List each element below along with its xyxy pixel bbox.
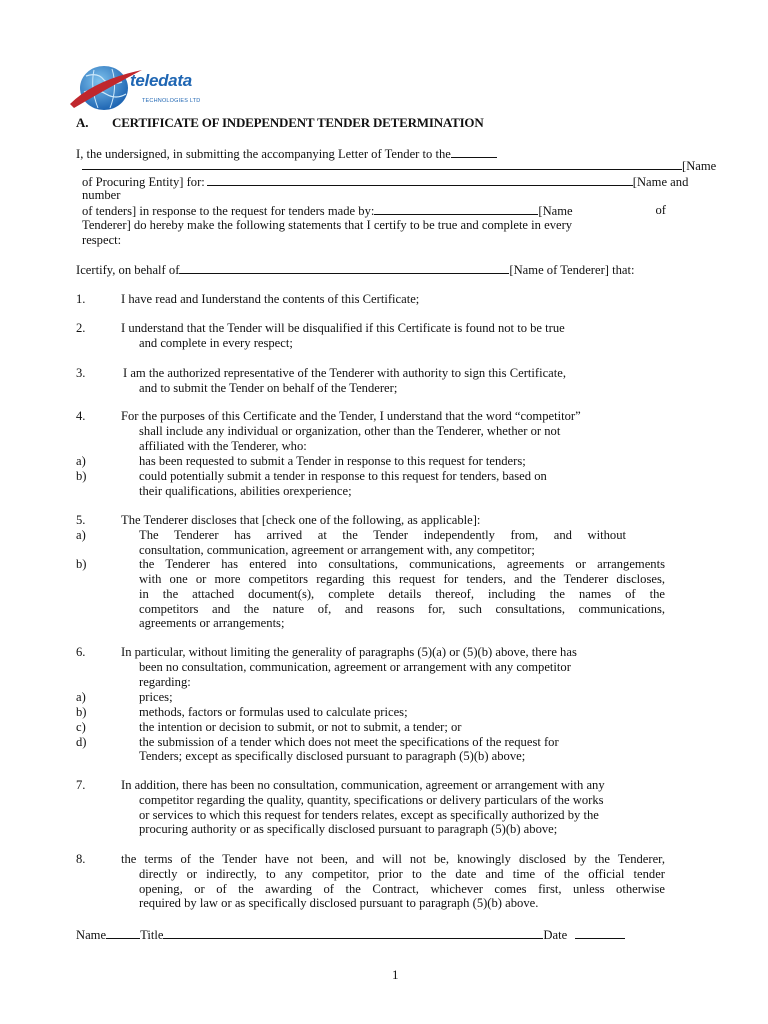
- intro-line-3: of Procuring Entity] for: [Name and: [82, 175, 689, 189]
- item-3-text-line-1: I am the authorized representative of the Tenderer with authority to sign this Certificate,: [123, 366, 567, 380]
- item-1-number: 1.: [76, 292, 86, 306]
- title-label: Title: [140, 928, 164, 942]
- item-3-text-line-2: and to submit the Tender on behalf of the Tenderer;: [139, 381, 398, 395]
- item-5a-text-line-2: consultation, communication, agreement or arrangement with, any competitor;: [139, 543, 535, 557]
- item-6-text-line-1: In particular, without limiting the generality of paragraphs (5)(a) or (5)(b) above, there has: [121, 645, 577, 659]
- item-6a-label: a): [76, 690, 86, 704]
- intro-line-1: I, the undersigned, in submitting the accompanying Letter of Tender to the: [76, 146, 497, 162]
- item-1-text: I have read and Iunderstand the contents of this Certificate;: [121, 292, 420, 306]
- item-6-number: 6.: [76, 645, 86, 659]
- signature-line: [76, 927, 625, 943]
- certificate-heading: [76, 116, 484, 131]
- item-5b-text-line-4: competitors and the nature of, and reasons for, such consultations, communications,: [139, 602, 665, 616]
- procuring-entity-name-blank[interactable]: [82, 158, 682, 170]
- name-blank[interactable]: [106, 927, 140, 939]
- item-8-text-line-3: opening, or of the awarding of the Contract, whichever comes first, unless otherwise: [139, 882, 665, 896]
- tender-name-blank[interactable]: [207, 174, 633, 186]
- item-5b-text-line-1: the Tenderer has entered into consultations, communications, agreements or arrangements: [139, 557, 665, 571]
- requester-name-blank[interactable]: [374, 203, 538, 215]
- item-6d-text-line-2: Tenders; except as specifically disclosed pursuant to paragraph (5)(b) above;: [139, 749, 526, 763]
- item-7-text-line-3: or services to which this request for tenders relates, except as specifically authorized by the: [139, 808, 599, 822]
- intro-line-7: respect:: [82, 233, 122, 247]
- item-8-text-line-4: required by law or as specifically disclosed pursuant to paragraph (5)(b) above.: [139, 896, 539, 910]
- item-2-number: 2.: [76, 321, 86, 335]
- item-5-number: 5.: [76, 513, 86, 527]
- item-5-text: The Tenderer discloses that [check one of the following, as applicable]:: [121, 513, 481, 527]
- item-6-text-line-3: regarding:: [139, 675, 191, 689]
- item-6-text-line-2: been no consultation, communication, agreement or arrangement with any competitor: [139, 660, 571, 674]
- logo-name: teledata: [130, 71, 192, 90]
- certify-line: Icertify, on behalf of [Name of Tenderer] that:: [76, 263, 635, 277]
- item-2-text-line-2: and complete in every respect;: [139, 336, 293, 350]
- intro-line-5: of tenders] in response to the request for tenders made by: [Name of: [82, 203, 666, 218]
- item-8-text-line-1: the terms of the Tender have not been, and will not be, knowingly disclosed by the Tenderer,: [121, 852, 665, 866]
- heading-letter: A.: [76, 115, 89, 130]
- item-5b-text-line-5: agreements or arrangements;: [139, 616, 285, 630]
- item-4-number: 4.: [76, 409, 86, 423]
- item-4-text-line-2: shall include any individual or organization, other than the Tenderer, whether or not: [139, 424, 561, 438]
- item-7-number: 7.: [76, 778, 86, 792]
- item-5b-text-line-2: with one or more competitors regarding this request for tenders, and the Tenderer discloses,: [139, 572, 665, 586]
- item-6a-text: prices;: [139, 690, 173, 704]
- item-3-number: 3.: [76, 366, 86, 380]
- item-6b-label: b): [76, 705, 87, 719]
- item-8-number: 8.: [76, 852, 86, 866]
- item-7-text-line-2: competitor regarding the quality, quantity, specifications or delivery particulars of the works: [139, 793, 604, 807]
- date-label: Date: [543, 928, 568, 942]
- intro-line-4: number: [82, 188, 121, 202]
- item-5b-text-line-3: in the attached document(s), complete details thereof, including the names of the: [139, 587, 665, 601]
- item-4-text-line-3: affiliated with the Tenderer, who:: [139, 439, 307, 453]
- item-6c-label: c): [76, 720, 86, 734]
- procuring-entity-blank[interactable]: [451, 146, 497, 158]
- page-number: 1: [392, 967, 399, 982]
- item-4-text-line-1: For the purposes of this Certificate and the Tender, I understand that the word “competitor”: [121, 409, 581, 423]
- item-4b-text-line-1: could potentially submit a tender in response to this request for tenders, based on: [139, 469, 547, 483]
- item-6c-text: the intention or decision to submit, or not to submit, a tender; or: [139, 720, 462, 734]
- intro-line-6: Tenderer] do hereby make the following statements that I certify to be true and complete in every: [82, 218, 573, 232]
- intro-line-2: [Name: [82, 158, 722, 174]
- item-4a-text: has been requested to submit a Tender in response to this request for tenders;: [139, 454, 526, 468]
- item-5a-label: a): [76, 528, 86, 542]
- item-5b-label: b): [76, 557, 87, 571]
- item-7-text-line-1: In addition, there has been no consultation, communication, agreement or arrangement with any: [121, 778, 605, 792]
- heading-title: CERTIFICATE OF INDEPENDENT TENDER DETERMINATION: [112, 115, 484, 130]
- logo-subtitle: TECHNOLOGIES LTD: [142, 98, 201, 104]
- item-6b-text: methods, factors or formulas used to calculate prices;: [139, 705, 408, 719]
- item-6d-text-line-1: the submission of a tender which does not meet the specifications of the request for: [139, 735, 559, 749]
- item-6d-label: d): [76, 735, 87, 749]
- item-4b-text-line-2: their qualifications, abilities orexperience;: [139, 484, 352, 498]
- item-8-text-line-2: directly or indirectly, to any competitor, prior to the date and time of the official tender: [139, 867, 665, 881]
- item-5a-text-line-1: The Tenderer has arrived at the Tender independently from, and without: [139, 528, 626, 542]
- item-7-text-line-4: procuring authority or as specifically disclosed pursuant to paragraph (5)(b) above;: [139, 822, 558, 836]
- name-label: Name: [76, 928, 107, 942]
- tenderer-name-blank[interactable]: [179, 262, 509, 274]
- item-2-text-line-1: I understand that the Tender will be disqualified if this Certificate is found not to be true: [121, 321, 565, 335]
- title-blank[interactable]: [163, 927, 543, 939]
- item-4a-label: a): [76, 454, 86, 468]
- date-blank[interactable]: [575, 927, 625, 939]
- item-4b-label: b): [76, 469, 87, 483]
- company-logo: [64, 62, 214, 114]
